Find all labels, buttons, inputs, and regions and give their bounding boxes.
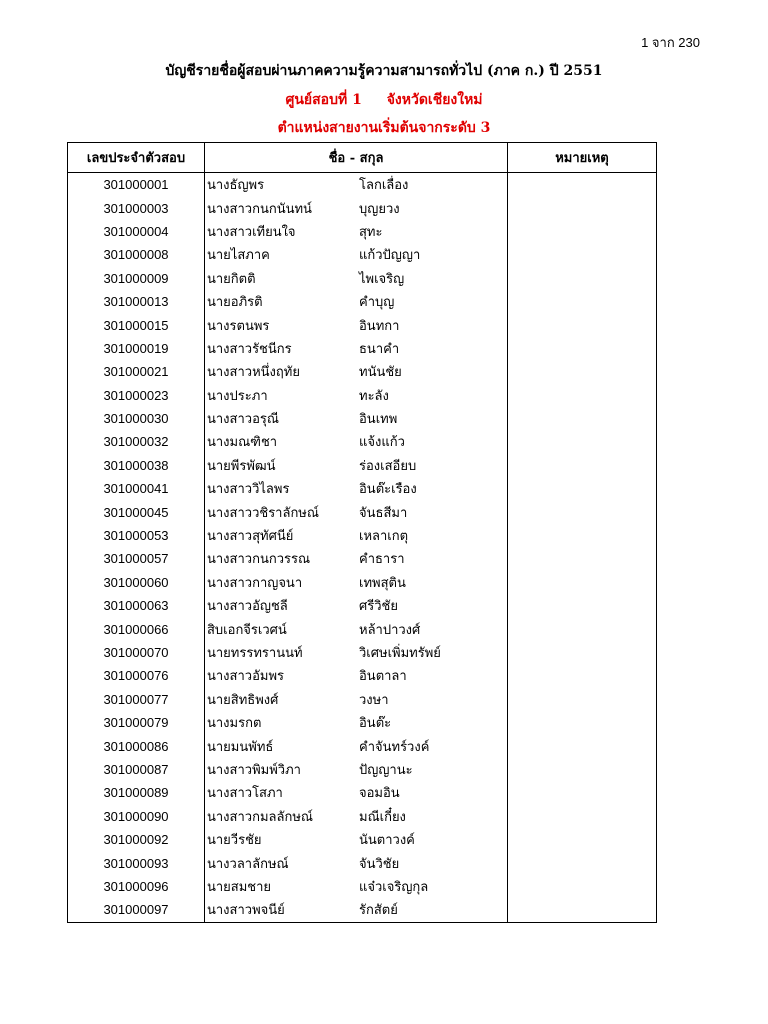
first-name: นายไสภาค: [207, 248, 270, 264]
remarks-cell: [508, 781, 657, 804]
last-name: อินต๊ะเรือง: [359, 482, 417, 498]
exam-id-cell: 301000070: [68, 641, 205, 664]
province-label: จังหวัดเชียงใหม่: [386, 92, 483, 108]
first-name: นายทรรทรานนท์: [207, 646, 303, 661]
table-row: [68, 477, 657, 500]
name-cell: [205, 898, 508, 922]
name-cell: [205, 688, 508, 711]
last-name: ทะลัง: [359, 388, 389, 404]
remarks-cell: [508, 828, 657, 851]
table-row: [68, 196, 657, 219]
remarks-cell: [508, 664, 657, 687]
exam-id-cell: 301000003: [68, 196, 205, 219]
first-name: นายอภิรติ: [207, 295, 263, 311]
first-name: นางสาวอัมพร: [207, 669, 284, 685]
first-name: นางธัญพร: [207, 178, 265, 194]
last-name: อินทกา: [359, 318, 400, 334]
exam-id-cell: 301000053: [68, 524, 205, 547]
name-cell: [205, 500, 508, 523]
first-name: นางสาวอัญชลี: [207, 599, 288, 615]
first-name: นางสาวพจนีย์: [207, 903, 285, 919]
remarks-cell: [508, 477, 657, 500]
exam-id-cell: 301000096: [68, 875, 205, 898]
exam-id-cell: 301000004: [68, 220, 205, 243]
table-row: [68, 805, 657, 828]
remarks-cell: [508, 196, 657, 219]
position-heading: ตำแหน่งสายงานเริ่มต้นจากระดับ 3: [277, 120, 491, 136]
remarks-cell: [508, 173, 657, 197]
name-cell: [205, 734, 508, 757]
remarks-cell: [508, 594, 657, 617]
exam-id-cell: 301000021: [68, 360, 205, 383]
table-row: [68, 243, 657, 266]
exam-id-cell: 301000086: [68, 734, 205, 757]
name-cell: [205, 243, 508, 266]
exam-id-cell: 301000060: [68, 571, 205, 594]
exam-id-cell: 301000077: [68, 688, 205, 711]
remarks-cell: [508, 454, 657, 477]
remarks-cell: [508, 875, 657, 898]
table-header-row: [68, 143, 657, 173]
last-name: หล้าปาวงศ์: [359, 622, 421, 638]
first-name: นางสาวอรุณี: [207, 412, 279, 428]
first-name: นางสาวกมลลักษณ์: [207, 809, 313, 825]
first-name: นางสาวรัชนีกร: [207, 341, 292, 357]
remarks-cell: [508, 641, 657, 664]
name-cell: [205, 641, 508, 664]
table-row: [68, 734, 657, 757]
exam-id-cell: 301000023: [68, 384, 205, 407]
table-row: [68, 524, 657, 547]
exam-id-cell: 301000076: [68, 664, 205, 687]
exam-id-cell: 301000001: [68, 173, 205, 197]
last-name: แจ๋วเจริญกุล: [359, 879, 429, 895]
header-exam-id: เลขประจำตัวสอบ: [68, 143, 205, 173]
first-name: นางมณฑิชา: [207, 435, 278, 451]
remarks-cell: [508, 337, 657, 360]
first-name: นางสาวหนึ่งฤทัย: [207, 365, 300, 381]
last-name: เทพสุติน: [359, 575, 406, 591]
exam-id-cell: 301000019: [68, 337, 205, 360]
last-name: เหลาเกตุ: [359, 529, 409, 545]
remarks-cell: [508, 290, 657, 313]
exam-center-label: ศูนย์สอบที่ 1: [285, 92, 362, 108]
exam-id-cell: 301000087: [68, 758, 205, 781]
first-name: นายสมชาย: [207, 879, 272, 895]
name-cell: [205, 524, 508, 547]
last-name: นันตาวงค์: [359, 833, 415, 849]
last-name: คำจันทร์วงค์: [359, 739, 430, 755]
first-name: สิบเอกจีรเวศน์: [207, 622, 287, 638]
last-name: โลกเลื่อง: [359, 178, 409, 194]
name-cell: [205, 360, 508, 383]
exam-id-cell: 301000063: [68, 594, 205, 617]
remarks-cell: [508, 547, 657, 570]
remarks-cell: [508, 851, 657, 874]
last-name: มณีเกี๋ยง: [359, 809, 406, 825]
name-cell: [205, 781, 508, 804]
remarks-cell: [508, 500, 657, 523]
table-row: [68, 594, 657, 617]
remarks-cell: [508, 805, 657, 828]
exam-id-cell: 301000090: [68, 805, 205, 828]
exam-id-cell: 301000013: [68, 290, 205, 313]
table-row: [68, 828, 657, 851]
last-name: อินตาลา: [359, 669, 407, 685]
name-cell: [205, 430, 508, 453]
name-cell: [205, 664, 508, 687]
name-cell: [205, 758, 508, 781]
table-row: [68, 571, 657, 594]
name-cell: [205, 711, 508, 734]
first-name: นางสาวกนกนันทน์: [207, 201, 312, 217]
table-row: [68, 898, 657, 922]
table-row: [68, 220, 657, 243]
last-name: จอมอิน: [359, 786, 400, 802]
first-name: นางสาวโสภา: [207, 786, 283, 802]
exam-id-cell: 301000097: [68, 898, 205, 922]
table-row: [68, 500, 657, 523]
exam-id-cell: 301000066: [68, 617, 205, 640]
remarks-cell: [508, 220, 657, 243]
first-name: นางสาวกนกวรรณ: [207, 552, 311, 568]
table-row: [68, 384, 657, 407]
last-name: บุญยวง: [359, 201, 400, 217]
last-name: สุทะ: [359, 224, 383, 240]
remarks-cell: [508, 407, 657, 430]
page-indicator: 1 จาก 230: [641, 35, 700, 50]
last-name: วิเศษเพิ่มทรัพย์: [359, 646, 441, 661]
table-row: [68, 407, 657, 430]
first-name: นายสิทธิพงศ์: [207, 692, 279, 708]
exam-id-cell: 301000093: [68, 851, 205, 874]
exam-id-cell: 301000089: [68, 781, 205, 804]
last-name: ร่องเสอียบ: [359, 458, 417, 474]
last-name: วงษา: [359, 692, 389, 708]
name-cell: [205, 173, 508, 197]
name-cell: [205, 337, 508, 360]
name-cell: [205, 290, 508, 313]
table-row: [68, 758, 657, 781]
last-name: อินเทพ: [359, 412, 398, 428]
table-row: [68, 617, 657, 640]
table-row: [68, 641, 657, 664]
name-cell: [205, 875, 508, 898]
remarks-cell: [508, 758, 657, 781]
first-name: นายพีรพัฒน์: [207, 458, 276, 474]
name-cell: [205, 828, 508, 851]
name-cell: [205, 313, 508, 336]
first-name: นางมรกต: [207, 716, 262, 732]
last-name: ปัญญานะ: [359, 762, 413, 778]
last-name: จันธสีมา: [359, 505, 408, 521]
first-name: นายกิตติ: [207, 271, 256, 287]
last-name: รักสัตย์: [359, 903, 398, 919]
last-name: แจ้งแก้ว: [359, 435, 405, 451]
table-row: [68, 875, 657, 898]
last-name: ทนันชัย: [359, 365, 402, 381]
first-name: นางสาววิไลพร: [207, 482, 290, 498]
exam-center-heading: [0, 89, 768, 111]
table-row: [68, 851, 657, 874]
first-name: นางสาววชิราลักษณ์: [207, 505, 319, 521]
last-name: ศรีวิชัย: [359, 599, 398, 615]
name-cell: [205, 594, 508, 617]
first-name: นายวีรชัย: [207, 833, 262, 849]
table-row: [68, 360, 657, 383]
exam-id-cell: 301000079: [68, 711, 205, 734]
table-row: [68, 664, 657, 687]
last-name: คำธารา: [359, 552, 405, 568]
exam-id-cell: 301000030: [68, 407, 205, 430]
table-row: [68, 430, 657, 453]
table-row: [68, 173, 657, 197]
exam-id-cell: 301000045: [68, 500, 205, 523]
name-cell: [205, 384, 508, 407]
name-cell: [205, 805, 508, 828]
table-row: [68, 337, 657, 360]
document-title: บัญชีรายชื่อผู้สอบผ่านภาคความรู้ความสามารถทั่วไป (ภาค ก.) ปี 2551: [165, 63, 603, 79]
remarks-cell: [508, 360, 657, 383]
remarks-cell: [508, 898, 657, 922]
table-row: [68, 290, 657, 313]
remarks-cell: [508, 734, 657, 757]
first-name: นางสาวเทียนใจ: [207, 224, 296, 240]
name-cell: [205, 407, 508, 430]
exam-id-cell: 301000041: [68, 477, 205, 500]
remarks-cell: [508, 267, 657, 290]
remarks-cell: [508, 617, 657, 640]
first-name: นางสาวกาญจนา: [207, 575, 303, 591]
exam-id-cell: 301000092: [68, 828, 205, 851]
name-cell: [205, 851, 508, 874]
remarks-cell: [508, 243, 657, 266]
first-name: นางสาวพิมพ์วิภา: [207, 762, 301, 778]
remarks-cell: [508, 524, 657, 547]
last-name: จันวิชัย: [359, 856, 400, 872]
table-row: [68, 711, 657, 734]
last-name: คำบุญ: [359, 295, 395, 311]
exam-id-cell: 301000038: [68, 454, 205, 477]
table-row: [68, 781, 657, 804]
name-cell: [205, 220, 508, 243]
exam-id-cell: 301000015: [68, 313, 205, 336]
remarks-cell: [508, 571, 657, 594]
exam-id-cell: 301000032: [68, 430, 205, 453]
table-row: [68, 267, 657, 290]
exam-id-cell: 301000008: [68, 243, 205, 266]
last-name: อินต๊ะ: [359, 716, 392, 732]
table-row: [68, 688, 657, 711]
remarks-cell: [508, 313, 657, 336]
results-table: [67, 142, 657, 923]
first-name: นางสาวสุทัศนีย์: [207, 529, 294, 545]
last-name: ธนาคำ: [359, 341, 400, 357]
header-full-name: ชื่อ - สกุล: [205, 143, 508, 173]
exam-id-cell: 301000009: [68, 267, 205, 290]
remarks-cell: [508, 430, 657, 453]
name-cell: [205, 454, 508, 477]
remarks-cell: [508, 688, 657, 711]
name-cell: [205, 477, 508, 500]
table-row: [68, 547, 657, 570]
name-cell: [205, 547, 508, 570]
table-row: [68, 454, 657, 477]
name-cell: [205, 617, 508, 640]
first-name: นางรตนพร: [207, 318, 270, 334]
remarks-cell: [508, 384, 657, 407]
header-remarks: หมายเหตุ: [508, 143, 657, 173]
last-name: ไพเจริญ: [359, 271, 405, 287]
name-cell: [205, 267, 508, 290]
table-row: [68, 313, 657, 336]
name-cell: [205, 571, 508, 594]
exam-id-cell: 301000057: [68, 547, 205, 570]
first-name: นางประภา: [207, 388, 268, 404]
name-cell: [205, 196, 508, 219]
first-name: นางวลาลักษณ์: [207, 856, 289, 872]
remarks-cell: [508, 711, 657, 734]
first-name: นายมนพัทธ์: [207, 739, 274, 755]
last-name: แก้วปัญญา: [359, 248, 421, 264]
